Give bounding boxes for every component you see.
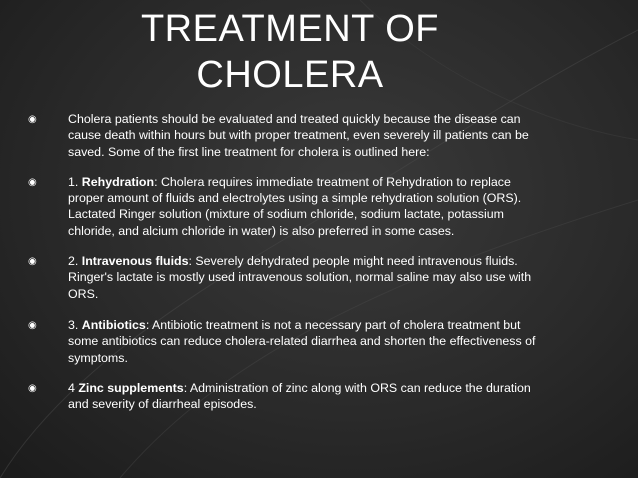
bullet-text: : Antibiotic treatment is not a necessary part of cholera treatment but some antibiotics can reduce cholera-related diarrhea and shorten the effectiveness of symptoms. <box>68 317 536 365</box>
bullet-rehydration <box>28 174 548 239</box>
bullet-heading: Intravenous fluids <box>81 254 189 269</box>
bullet-intro <box>28 111 548 160</box>
bullet-antibiotics <box>28 317 548 366</box>
bullet-heading: Rehydration <box>81 174 155 189</box>
bullet-text: : Administration of zinc along with ORS can reduce the duration and severity of diarrheal episodes. <box>68 380 531 412</box>
bullet-text: Cholera patients should be evaluated and treated quickly because the disease can cause death within hours but with proper treatment, even severely ill patients can be saved. Some of the first line treatment for cholera is outlined here: <box>68 112 529 159</box>
slide-title <box>120 6 460 98</box>
bullet-zinc-supplements <box>28 380 548 413</box>
target-bullet-icon: ◉ <box>28 382 37 394</box>
bullet-prefix: 3. <box>68 317 82 332</box>
bullet-text: : Cholera requires immediate treatment of Rehydration to replace proper amount of fluids and electrolytes using a simple rehydration solution (ORS). Lactated Ringer solution (mixture of sodium chloride, sodium lactate, potassium chloride, and alcium chloride in water) is also preferred in some cases. <box>68 174 522 238</box>
bullet-intravenous-fluids <box>28 253 548 302</box>
title-line-1: TREATMENT OF <box>140 8 440 50</box>
target-bullet-icon: ◉ <box>28 114 37 125</box>
bullet-list <box>28 111 548 426</box>
title-line-2: CHOLERA <box>196 54 384 96</box>
bullet-heading: Antibiotics <box>81 317 146 332</box>
bullet-heading: Zinc supplements <box>78 380 184 395</box>
bullet-prefix: 2. <box>68 254 82 269</box>
target-bullet-icon: ◉ <box>28 256 37 268</box>
target-bullet-icon: ◉ <box>28 319 37 331</box>
bullet-prefix: 1. <box>68 174 82 189</box>
target-bullet-icon: ◉ <box>28 176 37 188</box>
bullet-prefix: 4 <box>68 380 79 395</box>
bullet-text: : Severely dehydrated people might need intravenous fluids. Ringer's lactate is mostly used intravenous solution, normal saline may also use with ORS. <box>68 254 532 301</box>
